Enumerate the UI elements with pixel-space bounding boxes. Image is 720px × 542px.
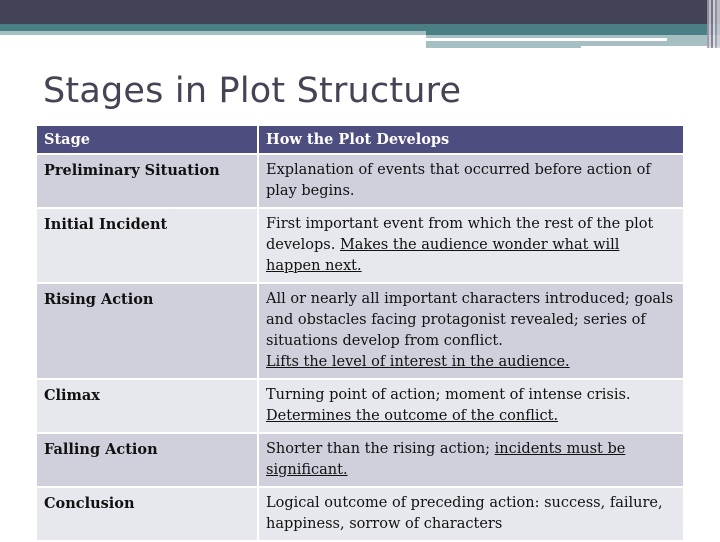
light-accent-band-mid bbox=[581, 41, 720, 46]
development-text: Explanation of events that occurred before action of play begins. bbox=[266, 162, 651, 199]
light-accent-band-lower bbox=[426, 41, 581, 48]
table-row bbox=[37, 284, 683, 380]
stage-cell: Rising Action bbox=[37, 284, 259, 380]
decorative-stripes bbox=[707, 0, 720, 48]
development-emphasis: Lifts the level of interest in the audience. bbox=[266, 354, 570, 370]
light-accent-band-left bbox=[0, 31, 426, 35]
teal-accent-band-left bbox=[0, 24, 426, 31]
top-decorative-band bbox=[0, 0, 720, 24]
table-row bbox=[37, 380, 683, 434]
development-cell bbox=[259, 434, 683, 488]
table-row bbox=[37, 488, 683, 542]
development-text: First important event from which the rest of the plot develops. bbox=[266, 216, 654, 253]
slide-title: Stages in Plot Structure bbox=[43, 71, 462, 111]
table-row bbox=[37, 209, 683, 284]
column-header-stage: Stage bbox=[37, 126, 259, 155]
development-cell bbox=[259, 209, 683, 284]
development-cell bbox=[259, 380, 683, 434]
stage-cell: Conclusion bbox=[37, 488, 259, 542]
teal-accent-band-right bbox=[426, 24, 720, 35]
development-cell bbox=[259, 488, 683, 542]
development-text: Turning point of action; moment of intense crisis. bbox=[266, 387, 631, 403]
white-accent-line bbox=[426, 38, 667, 41]
development-text: All or nearly all important characters introduced; goals and obstacles facing protagonist revealed; series of situations develop from conflict. bbox=[266, 291, 674, 349]
stage-cell: Preliminary Situation bbox=[37, 155, 259, 209]
table-row bbox=[37, 155, 683, 209]
column-header-development: How the Plot Develops bbox=[259, 126, 683, 155]
development-text: Logical outcome of preceding action: success, failure, happiness, sorrow of characters bbox=[266, 495, 663, 532]
development-cell bbox=[259, 155, 683, 209]
plot-stages-table bbox=[37, 126, 683, 542]
stage-cell: Climax bbox=[37, 380, 259, 434]
stage-cell: Falling Action bbox=[37, 434, 259, 488]
table-row bbox=[37, 434, 683, 488]
development-emphasis: incidents must be significant. bbox=[266, 441, 626, 478]
table-header-row bbox=[37, 126, 683, 155]
development-emphasis: Makes the audience wonder what will happen next. bbox=[266, 237, 620, 274]
stage-cell: Initial Incident bbox=[37, 209, 259, 284]
development-cell bbox=[259, 284, 683, 380]
development-text: Shorter than the rising action; bbox=[266, 441, 495, 457]
development-emphasis: Determines the outcome of the conflict. bbox=[266, 408, 559, 424]
